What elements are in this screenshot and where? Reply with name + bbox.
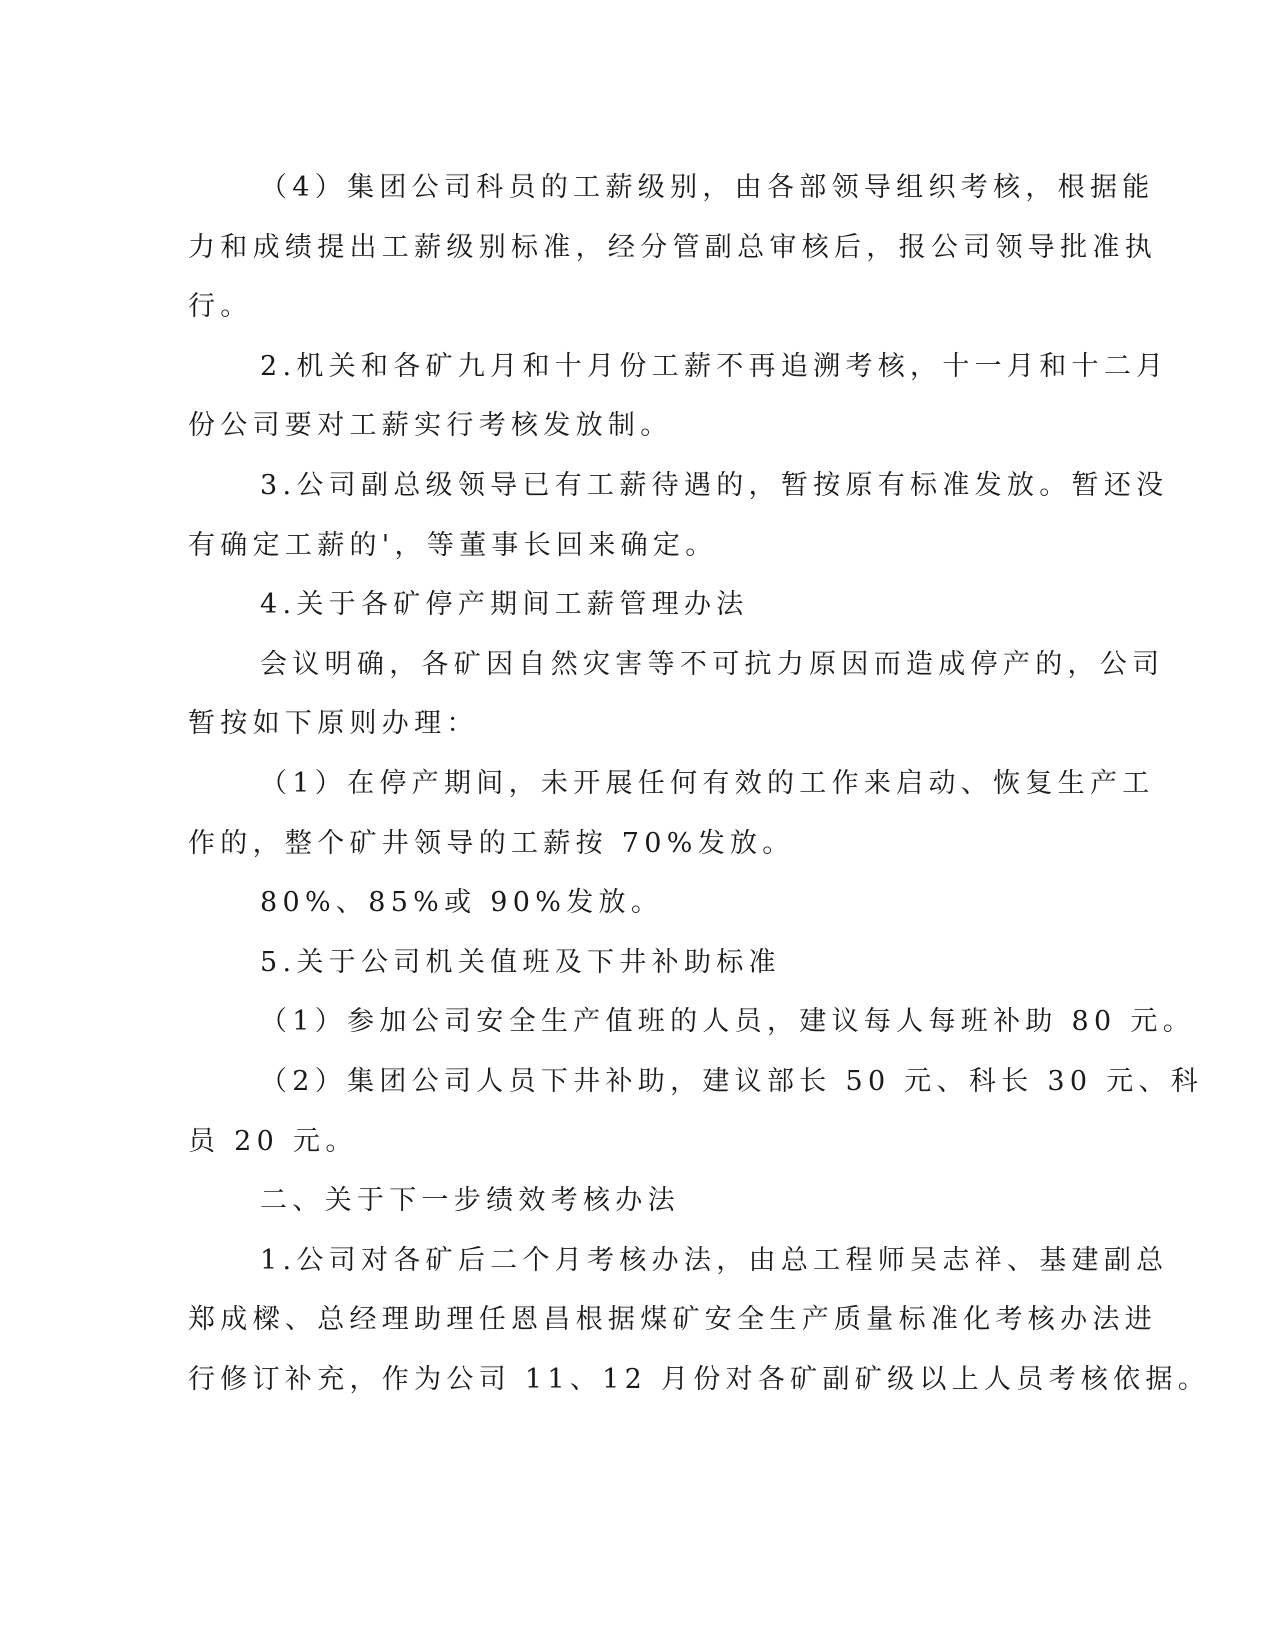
text-line: 80%、85%或 90%发放。 xyxy=(260,887,664,919)
text-line: 行修订补充，作为公司 11、12 月份对各矿副矿级以上人员考核依据。 xyxy=(188,1363,1211,1395)
text-line: 行。 xyxy=(188,291,253,323)
section-heading: 5.关于公司机关值班及下井补助标准 xyxy=(260,946,781,978)
section-heading: 二、关于下一步绩效考核办法 xyxy=(260,1185,680,1217)
text-line: 郑成樑、总经理助理任恩昌根据煤矿安全生产质量标准化考核办法进 xyxy=(188,1304,1157,1336)
document-body xyxy=(188,158,1211,1409)
text-line: （1）在停产期间，未开展任何有效的工作来启动、恢复生产工 xyxy=(260,767,1155,799)
text-line: 有确定工薪的'，等董事长回来确定。 xyxy=(188,529,718,561)
text-line: 作的，整个矿井领导的工薪按 70%发放。 xyxy=(188,827,795,859)
text-line: 3.公司副总级领导已有工薪待遇的，暂按原有标准发放。暂还没 xyxy=(260,469,1169,501)
text-line: 员 20 元。 xyxy=(188,1125,358,1157)
text-line: （1）参加公司安全生产值班的人员，建议每人每班补助 80 元。 xyxy=(260,1006,1195,1038)
section-heading: 4.关于各矿停产期间工薪管理办法 xyxy=(260,589,749,621)
text-line: 1.公司对各矿后二个月考核办法，由总工程师吴志祥、基建副总 xyxy=(260,1244,1169,1276)
text-line: 会议明确，各矿因自然灾害等不可抗力原因而造成停产的，公司 xyxy=(260,648,1165,680)
text-line: （4）集团公司科员的工薪级别，由各部领导组织考核，根据能 xyxy=(260,172,1155,203)
text-line: （2）集团公司人员下井补助，建议部长 50 元、科长 30 元、科 xyxy=(260,1065,1204,1097)
text-line: 2.机关和各矿九月和十月份工薪不再追溯考核，十一月和十二月 xyxy=(260,350,1169,382)
text-line: 暂按如下原则办理： xyxy=(188,708,479,740)
text-line: 份公司要对工薪实行考核发放制。 xyxy=(188,410,673,442)
text-line: 力和成绩提出工薪级别标准，经分管副总审核后，报公司领导批准执 xyxy=(188,231,1157,263)
